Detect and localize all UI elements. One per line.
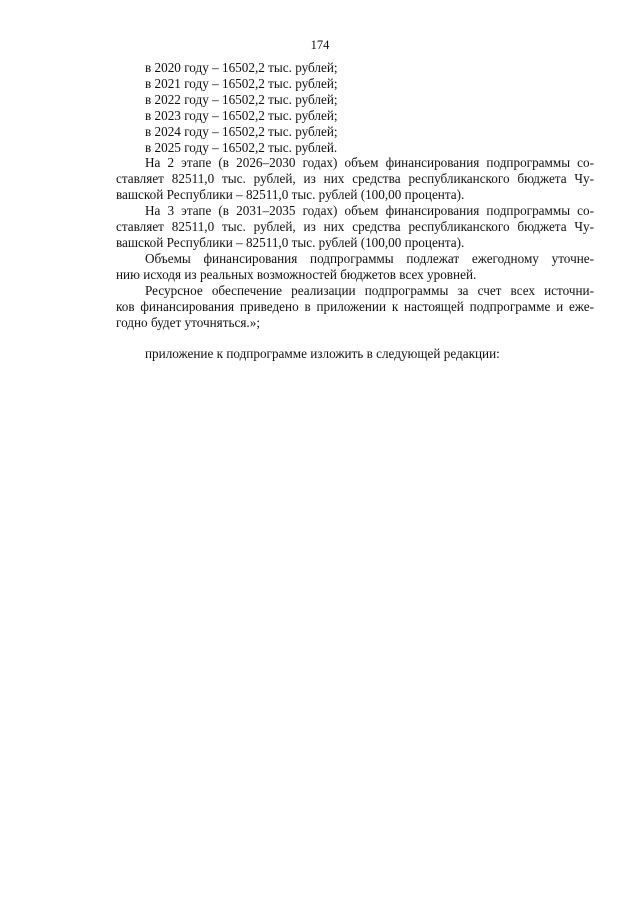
paragraph-line: На 2 этапе (в 2026–2030 годах) объем финансирования подпрограммы со- [145, 155, 594, 171]
paragraph-line: годно будет уточняться.»; [116, 314, 260, 330]
paragraph-line: Ресурсное обеспечение реализации подпрограммы за счет всех источни- [145, 282, 594, 298]
paragraph-stage-3 [116, 203, 594, 251]
paragraph-line: нию исходя из реальных возможностей бюджетов всех уровней. [116, 266, 477, 282]
page-number: 174 [310, 38, 330, 52]
closing-line: приложение к подпрограмме изложить в следующей редакции: [145, 346, 500, 362]
paragraph-line: ставляет 82511,0 тыс. рублей, из них средства республиканского бюджета Чу- [116, 219, 594, 235]
paragraph-resource-provision [116, 283, 594, 331]
funding-year-line: в 2025 году – 16502,2 тыс. рублей. [145, 139, 338, 155]
paragraph-stage-2 [116, 155, 594, 203]
paragraph-funding-adjustment [116, 251, 594, 283]
paragraph-line: Объемы финансирования подпрограммы подлежат ежегодному уточне- [145, 250, 594, 266]
paragraph-line: вашской Республики – 82511,0 тыс. рублей (100,00 процента). [116, 234, 465, 250]
paragraph-line: ставляет 82511,0 тыс. рублей, из них средства республиканского бюджета Чу- [116, 171, 594, 187]
funding-year-line: в 2024 году – 16502,2 тыс. рублей; [145, 123, 338, 139]
document-body [116, 60, 594, 362]
paragraph-line: На 3 этапе (в 2031–2035 годах) объем финансирования подпрограммы со- [145, 203, 594, 219]
paragraph-line: ков финансирования приведено в приложении к настоящей подпрограмме и еже- [116, 298, 594, 314]
paragraph-line: вашской Республики – 82511,0 тыс. рублей (100,00 процента). [116, 187, 465, 203]
blank-line [116, 330, 594, 346]
yearly-funding-list [116, 60, 594, 155]
funding-year-line: в 2021 году – 16502,2 тыс. рублей; [145, 75, 338, 91]
funding-year-line: в 2020 году – 16502,2 тыс. рублей; [145, 60, 338, 75]
funding-year-line: в 2022 году – 16502,2 тыс. рублей; [145, 91, 338, 107]
funding-year-line: в 2023 году – 16502,2 тыс. рублей; [145, 107, 338, 123]
